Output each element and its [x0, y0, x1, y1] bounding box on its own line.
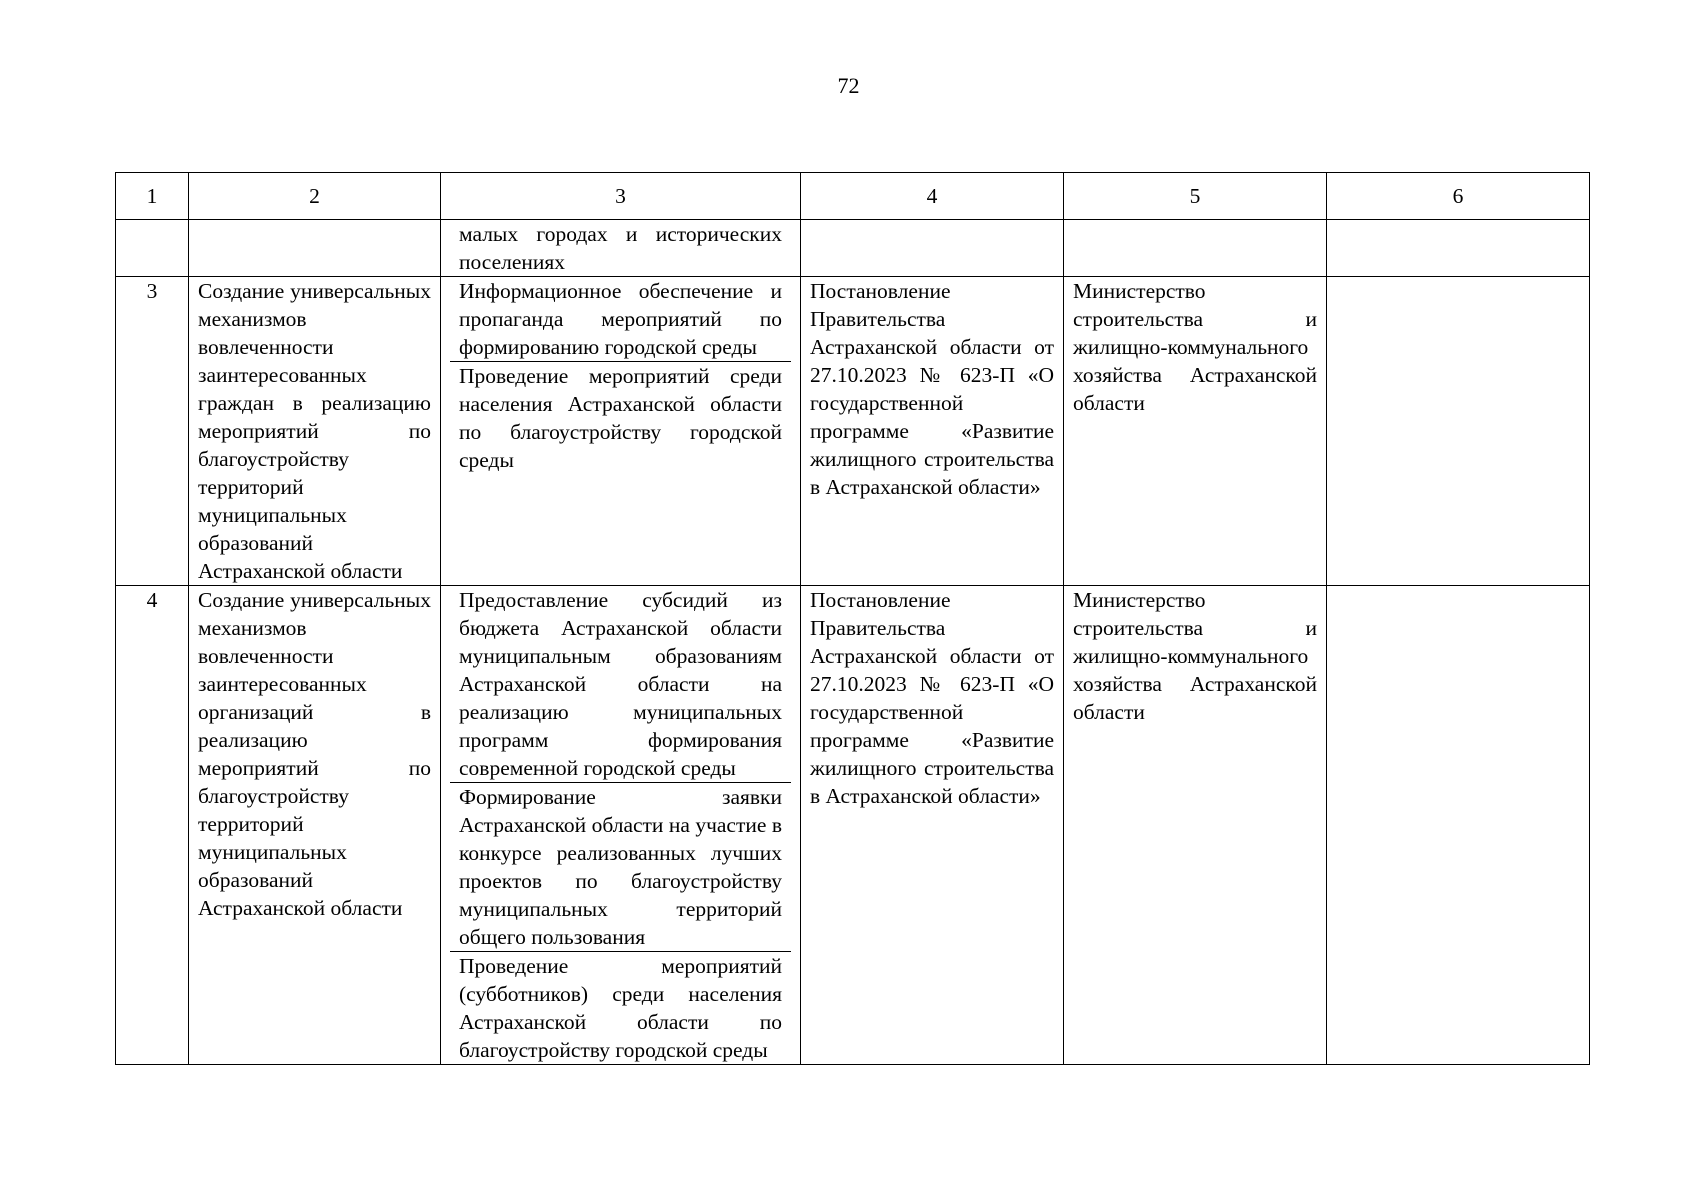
document-cell: Постановление Правительства Астраханской области от 27.10.2023 № 623-П «О государственной программе «Развитие жилищного строительства в Астраханской области»: [801, 277, 1064, 586]
table-row-continuation: [116, 220, 1590, 277]
executor-cell: [1064, 220, 1327, 277]
measures-cell: [441, 586, 801, 1065]
measure-item: Предоставление субсидий из бюджета Астраханской области муниципальным образованиям Астраханской области на реализацию муниципальных программ формирования современной городской среды: [459, 588, 782, 780]
header-cell-5: 5: [1064, 173, 1327, 220]
table-row-4: [116, 586, 1590, 1065]
extra-cell: [1327, 220, 1590, 277]
measure-item: Формирование заявки Астраханской области на участие в конкурсе реализованных лучших проектов по благоустройству муниципальных территорий общего пользования: [450, 782, 791, 951]
measure-item: Информационное обеспечение и пропаганда мероприятий по формированию городской среды: [459, 279, 782, 359]
page-number: 72: [837, 73, 860, 98]
measure-name: Создание универсальных механизмов вовлеченности заинтересованных организаций в реализацию мероприятий по благоустройству территорий муниципальных образований Астраханской области: [189, 586, 441, 1065]
measure-item: малых городах и исторических поселениях: [459, 222, 782, 274]
row-number: 3: [116, 277, 189, 586]
executor-cell: Министерство строительства и жилищно-коммунального хозяйства Астраханской области: [1064, 277, 1327, 586]
measures-table: [115, 172, 1590, 1065]
measures-cell: [441, 277, 801, 586]
measure-name: Создание универсальных механизмов вовлеченности заинтересованных граждан в реализацию мероприятий по благоустройству территорий муниципальных образований Астраханской области: [189, 277, 441, 586]
extra-cell: [1327, 586, 1590, 1065]
document-cell: [801, 220, 1064, 277]
header-cell-6: 6: [1327, 173, 1590, 220]
table-row-3: [116, 277, 1590, 586]
executor-cell: Министерство строительства и жилищно-коммунального хозяйства Астраханской области: [1064, 586, 1327, 1065]
measure-name: [189, 220, 441, 277]
measures-cell: [441, 220, 801, 277]
header-cell-1: 1: [116, 173, 189, 220]
measure-item: Проведение мероприятий среди населения Астраханской области по благоустройству городской среды: [450, 361, 791, 474]
header-cell-3: 3: [441, 173, 801, 220]
row-number: 4: [116, 586, 189, 1065]
header-cell-2: 2: [189, 173, 441, 220]
document-cell: Постановление Правительства Астраханской области от 27.10.2023 № 623-П «О государственной программе «Развитие жилищного строительства в Астраханской области»: [801, 586, 1064, 1065]
header-cell-4: 4: [801, 173, 1064, 220]
measure-item: Проведение мероприятий (субботников) среди населения Астраханской области по благоустройству городской среды: [450, 951, 791, 1064]
row-number: [116, 220, 189, 277]
extra-cell: [1327, 277, 1590, 586]
table-header-row: [116, 173, 1590, 220]
